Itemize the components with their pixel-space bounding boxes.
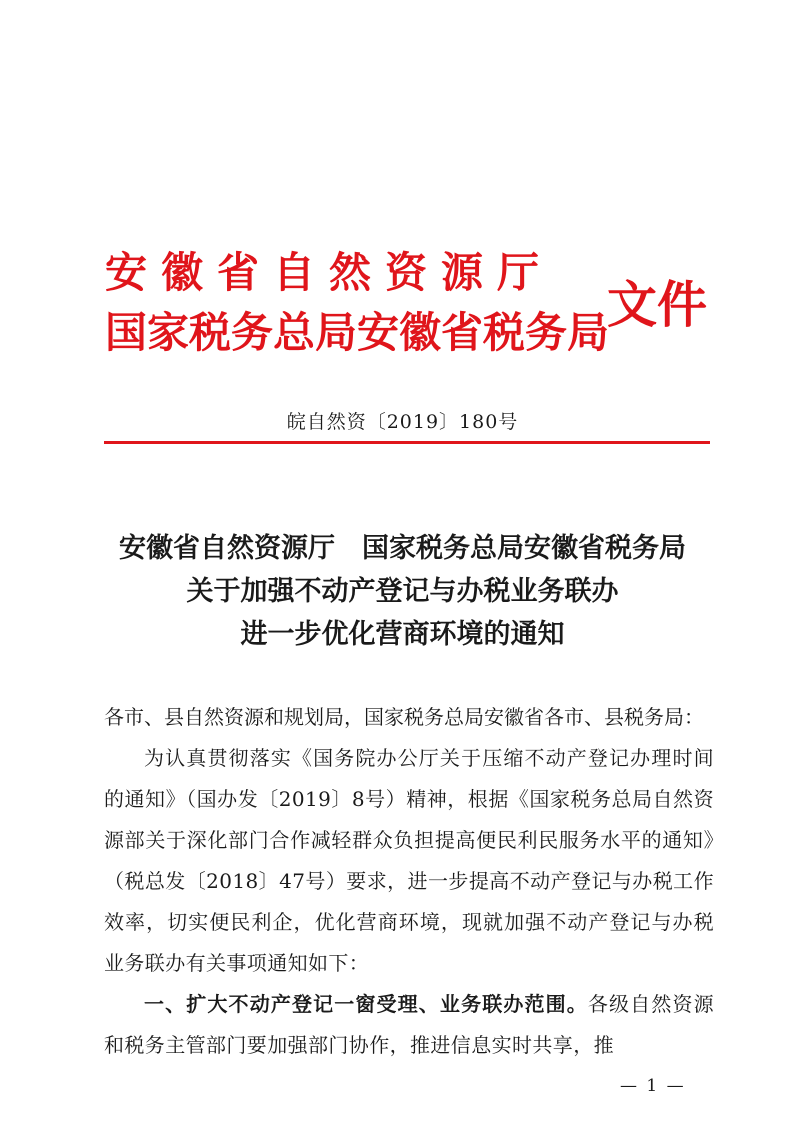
document-title bbox=[0, 527, 805, 656]
section-text-1: 各级自然资源和税务主管部门要加强部门协作，推进信息实时共享，推 bbox=[104, 992, 714, 1057]
title-line-1: 安徽省自然资源厅 国家税务总局安徽省税务局 bbox=[119, 533, 686, 564]
document-number: 皖自然资〔2019〕180号 bbox=[286, 411, 519, 433]
issuer-name-2: 国家税务总局安徽省税务局 bbox=[105, 308, 610, 357]
section-heading-1: 一、扩大不动产登记一窗受理、业务联办范围。 bbox=[144, 992, 588, 1016]
body-paragraph-1: 为认真贯彻落实《国务院办公厅关于压缩不动产登记办理时间的通知》（国办发〔2019〕8号）精神，根据《国家税务总局自然资源部关于深化部门合作减轻群众负担提高便民利民服务水平的通知》（税总发〔2018〕47号）要求，进一步提高不动产登记与办税工作效率，切实便民利企，优化营商环境，现就加强不动产登记与办税业务联办有关事项通知如下： bbox=[104, 746, 714, 975]
document-type-label: 文件 bbox=[607, 275, 707, 334]
addressee-line: 各市、县自然资源和规划局，国家税务总局安徽省各市、县税务局： bbox=[104, 705, 704, 729]
body-paragraph-2 bbox=[104, 984, 714, 1066]
title-line-2: 关于加强不动产登记与办税业务联办 bbox=[186, 576, 619, 607]
document-body bbox=[104, 697, 714, 1066]
title-line-3: 进一步优化营商环境的通知 bbox=[240, 619, 565, 650]
issuer-name-1: 安徽省自然资源厅 bbox=[105, 248, 554, 297]
page-number: — 1 — bbox=[620, 1076, 686, 1096]
red-divider bbox=[104, 441, 710, 444]
